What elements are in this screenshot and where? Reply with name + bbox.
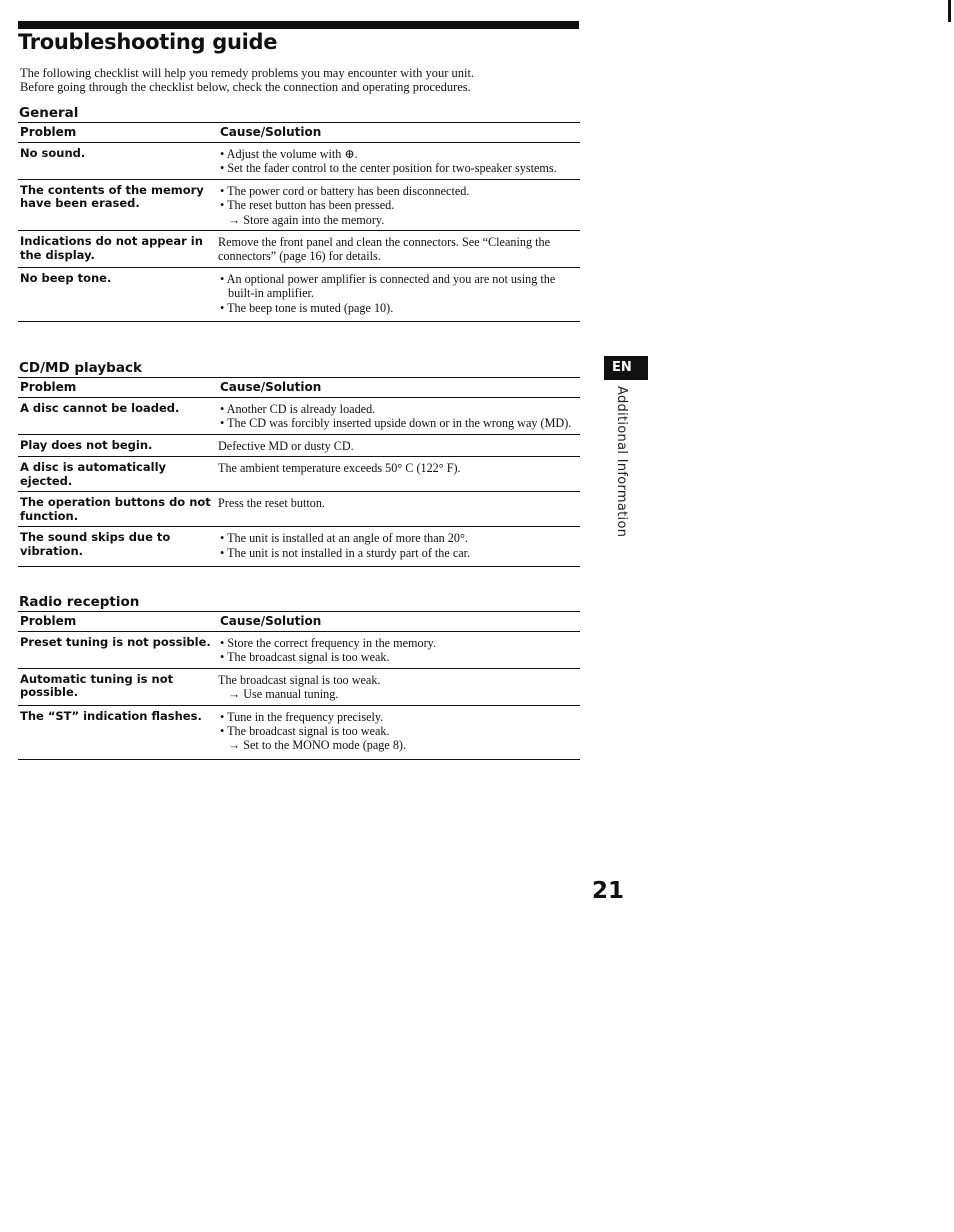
problem-cell: Automatic tuning is not possible. [18,668,218,705]
solution-cell [218,668,580,705]
plain-item [218,439,580,453]
solution-header: Cause/Solution [218,378,580,398]
bullet-item [218,184,580,198]
solution-list [218,461,580,475]
arrow-right-icon: → [228,738,244,753]
bullet-icon: • [220,402,227,416]
bullet-text: The power cord or battery has been disconnected. [227,183,470,198]
solution-list [218,636,580,665]
problem-cell: No beep tone. [18,267,218,321]
table-row [18,632,580,669]
bullet-icon: • [220,147,227,161]
bullet-item [218,531,580,545]
table-header-row [18,378,580,398]
bullet-icon: • [220,271,227,286]
solution-cell [218,398,580,435]
table-header-row [18,123,580,143]
solution-list [218,147,580,176]
section-title: CD/MD playback [18,360,580,378]
problem-cell: The operation buttons do not function. [18,492,218,527]
table-row [18,457,580,492]
plain-item [218,235,580,264]
arrow-right-icon: → [228,212,244,227]
bullet-icon: • [220,724,228,739]
arrow-text: Store again into the memory. [243,212,385,227]
solution-list [218,439,580,453]
bullet-text: Store the correct frequency in the memory. [227,636,437,650]
bullet-item [218,650,580,664]
chapter-side-label: Additional Information [614,386,629,538]
solution-list [218,184,580,227]
solution-cell [218,179,580,230]
section-title: General [18,105,580,123]
bullet-item [218,416,580,430]
problem-cell: A disc is automatically ejected. [18,457,218,492]
bullet-item [218,301,580,315]
bullet-text: The CD was forcibly inserted upside down or in the wrong way (MD). [227,416,572,431]
table-row [18,267,580,321]
bullet-icon: • [220,198,228,213]
plain-text: Remove the front panel and clean the connectors. See “Cleaning the connectors” (page 16) for details. [218,235,550,264]
arrow-item [218,738,580,752]
table-row [18,527,580,567]
table-header-row [18,612,580,632]
plain-item [218,673,580,687]
troubleshooting-table [18,612,580,760]
bullet-text: Another CD is already loaded. [226,402,376,416]
arrow-text: Set to the MONO mode (page 8). [243,738,407,753]
intro-text [20,66,580,94]
arrow-item [218,687,580,701]
table-row [18,143,580,180]
bullet-icon: • [220,636,228,650]
page-number: 21 [592,878,625,904]
bullet-icon: • [220,416,228,431]
solution-list [218,710,580,753]
problem-cell: The “ST” indication flashes. [18,705,218,759]
bullet-text: The reset button has been pressed. [227,198,395,213]
solution-cell [218,434,580,456]
arrow-item [218,213,580,227]
problem-header: Problem [18,378,218,398]
solution-list [218,531,580,560]
section-cd-md-playback [18,360,580,567]
bullet-item [218,636,580,650]
section-radio-reception [18,594,580,760]
bullet-text: An optional power amplifier is connected and you are not using the built-in amplifier. [226,271,556,301]
bullet-text: The unit is installed at an angle of more than 20°. [227,531,468,546]
bullet-text: The unit is not installed in a sturdy part of the car. [227,545,471,560]
plain-item [218,461,580,475]
problem-cell: Indications do not appear in the display. [18,231,218,268]
intro-line: Before going through the checklist below, check the connection and operating procedures. [20,80,471,94]
problem-header: Problem [18,612,218,632]
bullet-item [218,710,580,724]
bullet-icon: • [220,183,228,198]
solution-cell [218,705,580,759]
bullet-icon: • [220,709,228,724]
bullet-item [218,546,580,560]
table-row [18,231,580,268]
solution-cell [218,492,580,527]
plain-text: Press the reset button. [218,496,325,511]
problem-cell: The contents of the memory have been erased. [18,179,218,230]
table-row [18,705,580,759]
problem-cell: A disc cannot be loaded. [18,398,218,435]
plain-text: Defective MD or dusty CD. [218,438,354,453]
solution-header: Cause/Solution [218,123,580,143]
bullet-item [218,724,580,738]
language-tab: EN [604,356,648,380]
plain-item [218,496,580,510]
page-title: Troubleshooting guide [18,30,278,54]
problem-cell: Preset tuning is not possible. [18,632,218,669]
page-edge-mark [948,0,951,22]
bullet-icon: • [220,531,228,546]
solution-cell [218,267,580,321]
problem-cell: The sound skips due to vibration. [18,527,218,567]
solution-cell [218,632,580,669]
bullet-text: The broadcast signal is too weak. [227,650,390,665]
bullet-item [218,161,580,175]
problem-cell: No sound. [18,143,218,180]
solution-list [218,402,580,431]
solution-header: Cause/Solution [218,612,580,632]
troubleshooting-table [18,123,580,322]
title-rule [18,21,579,29]
problem-cell: Play does not begin. [18,434,218,456]
bullet-text: The broadcast signal is too weak. [227,724,390,739]
bullet-text: Tune in the frequency precisely. [227,709,384,724]
table-row [18,434,580,456]
bullet-item [218,198,580,212]
intro-line: The following checklist will help you remedy problems you may encounter with your unit. [20,66,475,80]
bullet-item [218,272,580,301]
bullet-text: Set the fader control to the center position for two-speaker systems. [227,161,557,176]
section-general [18,105,580,322]
solution-cell [218,231,580,268]
bullet-icon: • [220,650,228,665]
solution-list [218,235,580,264]
bullet-icon: • [220,161,228,176]
bullet-text: Adjust the volume with ⊕. [226,147,358,161]
plain-text: The ambient temperature exceeds 50° C (122° F). [218,461,461,476]
plain-text: The broadcast signal is too weak. [218,672,381,687]
solution-cell [218,143,580,180]
table-row [18,179,580,230]
bullet-item [218,147,580,161]
table-row [18,668,580,705]
table-row [18,398,580,435]
arrow-text: Use manual tuning. [243,687,339,702]
bullet-item [218,402,580,416]
solution-list [218,673,580,702]
solution-list [218,496,580,510]
problem-header: Problem [18,123,218,143]
bullet-icon: • [220,300,228,315]
bullet-text: The beep tone is muted (page 10). [227,300,394,315]
solution-cell [218,457,580,492]
table-row [18,492,580,527]
troubleshooting-table [18,378,580,567]
solution-list [218,272,580,315]
section-title: Radio reception [18,594,580,612]
arrow-right-icon: → [228,687,244,702]
solution-cell [218,527,580,567]
bullet-icon: • [220,545,228,560]
